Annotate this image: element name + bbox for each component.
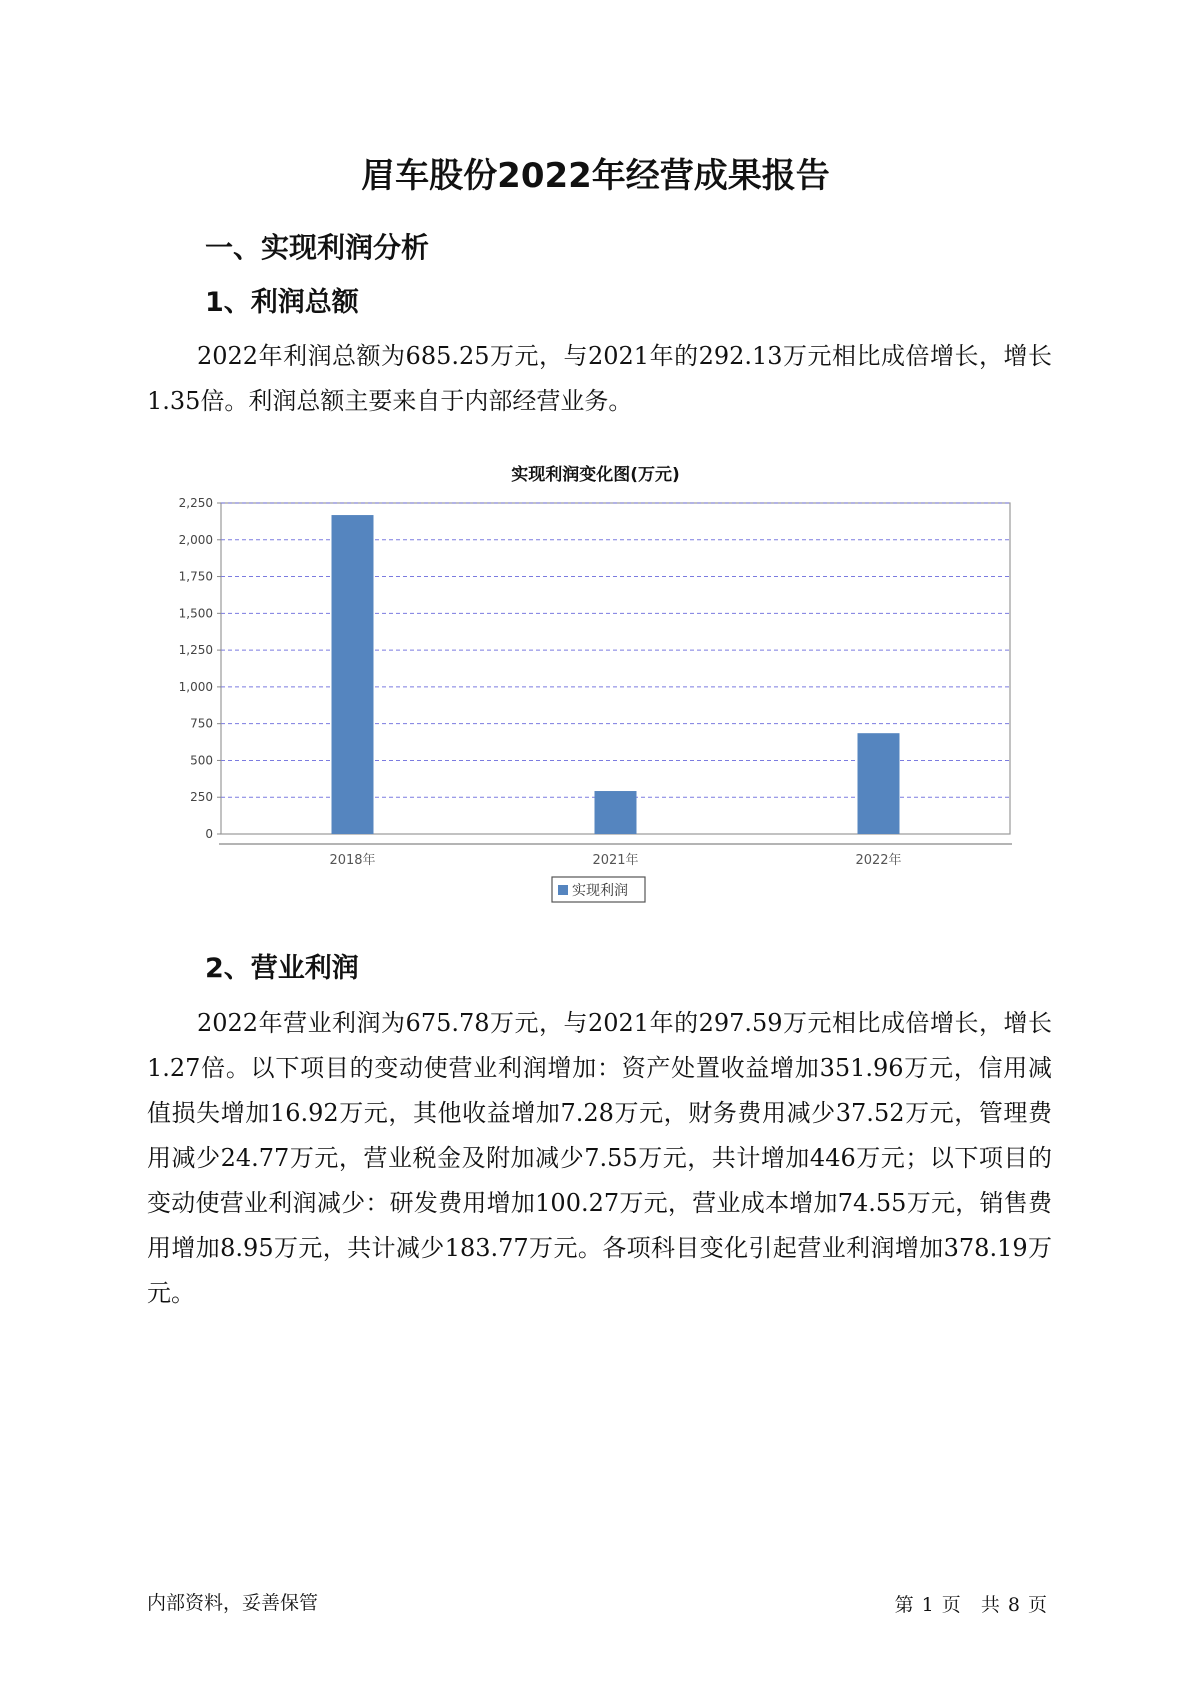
section-heading-profit-analysis: 一、实现利润分析	[205, 231, 430, 264]
subsection-heading-operating-profit: 2、营业利润	[205, 953, 359, 984]
legend-label: 实现利润	[572, 883, 628, 899]
page-prefix: 第	[894, 1594, 914, 1616]
page-current: 1	[921, 1594, 934, 1616]
x-tick-label: 2022年	[855, 853, 902, 868]
footer-confidential-note: 内部资料，妥善保管	[147, 1592, 319, 1614]
page-label: 页	[941, 1594, 961, 1616]
subsection-heading-total-profit: 1、利润总额	[205, 287, 359, 318]
y-tick-label: 500	[190, 753, 213, 768]
legend-swatch	[558, 885, 568, 895]
y-tick-label: 1,750	[178, 569, 213, 584]
total-prefix: 共	[980, 1594, 1000, 1616]
page-total: 8	[1007, 1594, 1020, 1616]
x-tick-label: 2021年	[592, 853, 639, 868]
bar	[595, 791, 637, 834]
y-tick-label: 0	[205, 827, 213, 841]
document-title: 眉车股份2022年经营成果报告	[361, 156, 830, 196]
total-suffix: 页	[1027, 1594, 1047, 1616]
chart-title: 实现利润变化图(万元)	[511, 465, 680, 485]
y-tick-label: 2,000	[178, 532, 213, 547]
y-tick-label: 250	[190, 790, 213, 805]
y-tick-label: 1,000	[178, 679, 213, 694]
y-tick-label: 1,500	[178, 606, 213, 621]
footer-page-number	[891, 1590, 1051, 1617]
bar	[858, 733, 900, 834]
bar	[332, 515, 374, 834]
y-tick-label: 1,250	[178, 643, 213, 658]
y-tick-label: 750	[190, 716, 213, 731]
total-profit-text: 2022年利润总额为685.25万元，与2021年的292.13万元相比成倍增长，增长1.35倍。利润总额主要来自于内部经营业务。	[147, 342, 1052, 415]
y-tick-label: 2,250	[178, 496, 213, 510]
x-tick-label: 2018年	[329, 853, 376, 868]
operating-profit-paragraph	[147, 1001, 1052, 1316]
operating-profit-text: 2022年营业利润为675.78万元，与2021年的297.59万元相比成倍增长，增长1.27倍。以下项目的变动使营业利润增加：资产处置收益增加351.96万元，信用减值损失增加16.92万元，其他收益增加7.28万元，财务费用减少37.52万元，管理费用减少24.77万元，营业税金及附加减少7.55万元，共计增加446万元；以下项目的变动使营业利润减少：研发费用增加100.27万元，营业成本增加74.55万元，销售费用增加8.95万元，共计减少183.77万元。各项科目变化引起营业利润增加378.19万元。	[147, 1009, 1052, 1307]
